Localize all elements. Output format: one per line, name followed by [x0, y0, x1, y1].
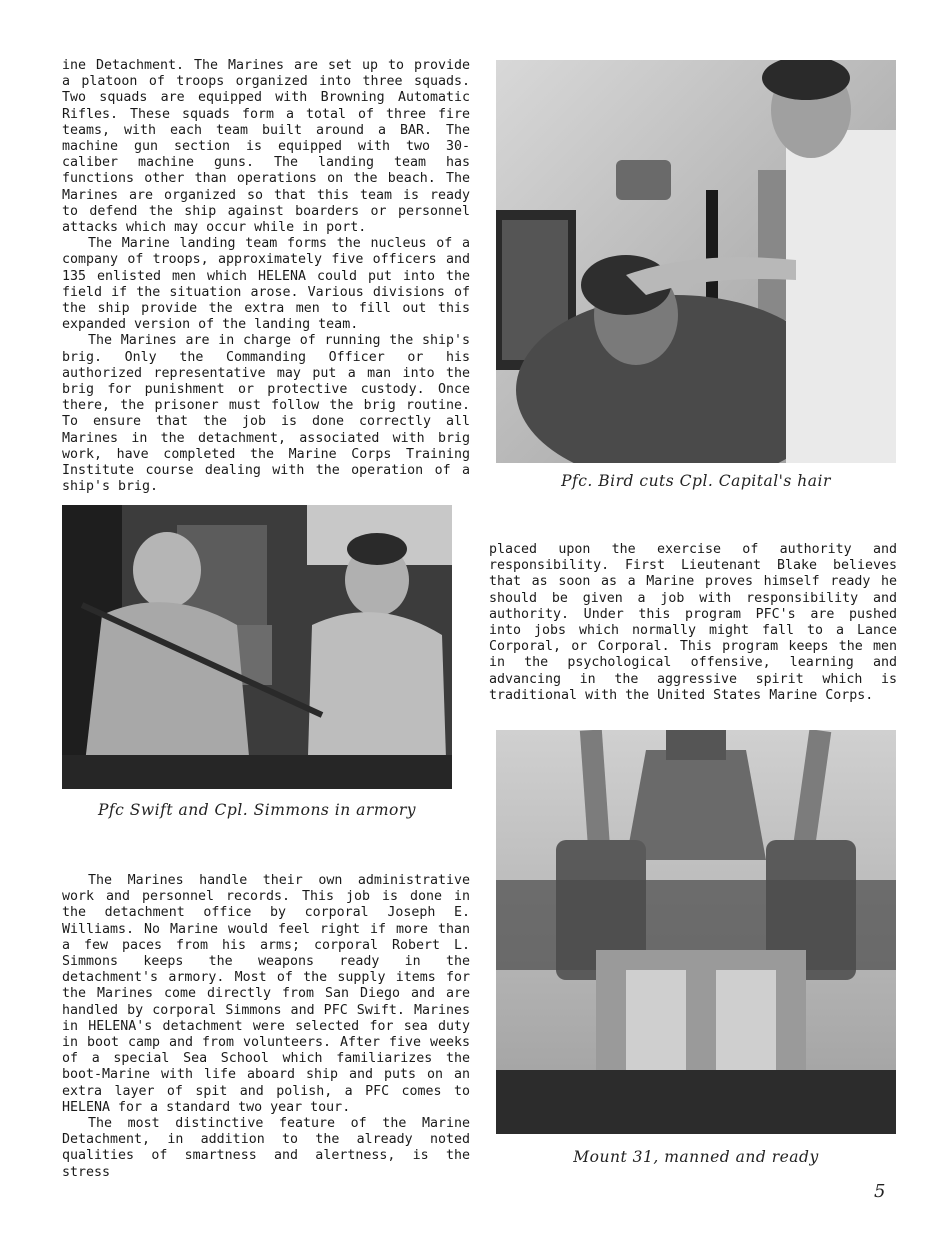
paragraph: The Marines handle their own administrative work and personnel records. This job is done in the detachment office by corporal Joseph E. Williams. No Marine would feel right if more than a few paces from his arms; corporal Robert L. Simmons keeps the weapons ready in the detachment's armory. Most of the supply items for the Marines come directly from San Diego and are handled by corporal Simmons and PFC Swift. Marines in HELENA's detachment were selected for sea duty in boot camp and from volunteers. After five weeks of a special Sea School which familiarizes the boot-Marine with life aboard ship and puts on an extra layer of spit and polish, a PFC comes to HELENA for a standard two year tour. [62, 873, 470, 1115]
article-text-middle-right [489, 542, 897, 704]
haircut-caption: Pfc. Bird cuts Cpl. Capital's hair [561, 472, 831, 490]
armory-photo-image [62, 505, 452, 789]
gun-mount-photo [496, 730, 896, 1134]
haircut-photo-image [496, 60, 896, 463]
page-number: 5 [874, 1181, 886, 1202]
gun-mount-photo-image [496, 730, 896, 1134]
haircut-photo [496, 60, 896, 463]
paragraph: The Marine landing team forms the nucleus of a company of troops, approximately five officers and 135 enlisted men which HELENA could put into the field if the situation arose. Various divisions of the ship provide the extra men to fill out this expanded version of the landing team. [62, 236, 470, 333]
article-text-bottom-left [62, 873, 470, 1181]
armory-photo [62, 505, 452, 789]
article-text-top-left [62, 58, 470, 495]
gun-mount-caption: Mount 31, manned and ready [573, 1148, 819, 1166]
paragraph: The Marines are in charge of running the ship's brig. Only the Commanding Officer or his authorized representative may put a man into the brig for punishment or protective custody. Once there, the prisoner must follow the brig routine. To ensure that the job is done correctly all Marines in the detachment, associated with brig work, have completed the Marine Corps Training Institute course dealing with the operation of a ship's brig. [62, 333, 470, 495]
paragraph: The most distinctive feature of the Marine Detachment, in addition to the already noted qualities of smartness and alertness, is the stress [62, 1116, 470, 1180]
paragraph: placed upon the exercise of authority and responsibility. First Lieutenant Blake believes that as soon as a Marine proves himself ready he should be given a job with responsibility and authority. Under this program PFC's are pushed into jobs which normally might fall to a Lance Corporal, or Corporal. This program keeps the men in the psychological offensive, learning and advancing in the aggressive spirit which is traditional with the United States Marine Corps. [489, 542, 897, 703]
armory-caption: Pfc Swift and Cpl. Simmons in armory [97, 801, 417, 819]
paragraph: ine Detachment. The Marines are set up to provide a platoon of troops organized into three squads. Two squads are equipped with Browning Automatic Rifles. These squads form a total of three fire teams, with each team built around a BAR. The machine gun section is equipped with two 30-caliber machine guns. The landing team has functions other than operations on the beach. The Marines are organized so that this team is ready to defend the ship against boarders or personnel attacks which may occur while in port. [62, 58, 470, 236]
